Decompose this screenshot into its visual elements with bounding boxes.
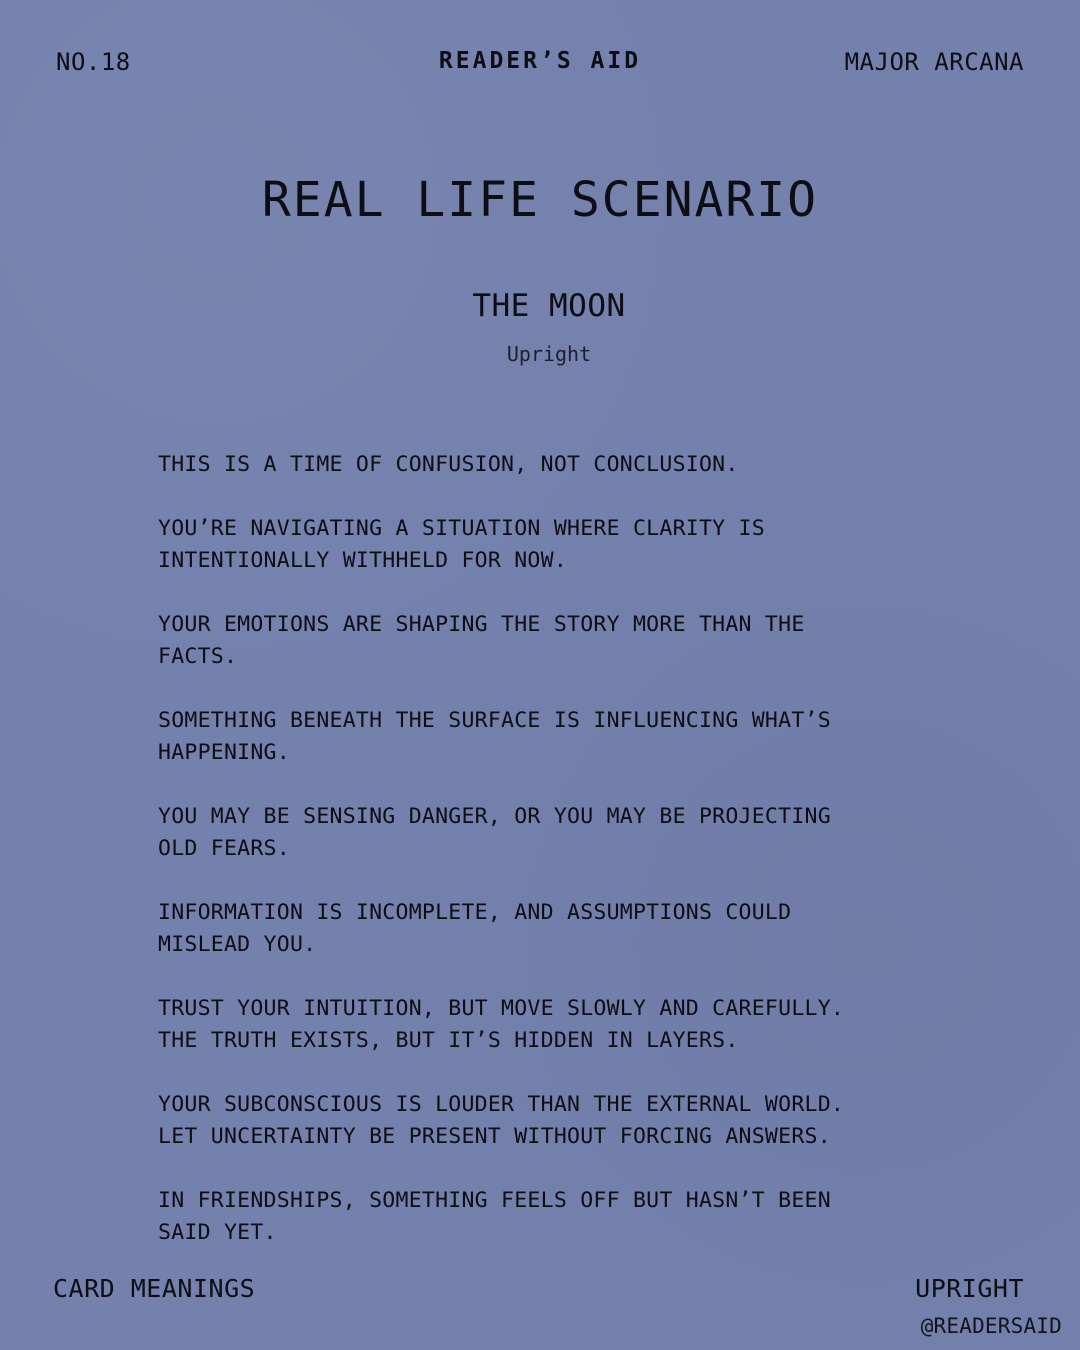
- scenario-line: TRUST YOUR INTUITION, BUT MOVE SLOWLY AND CAREFULLY.: [158, 996, 845, 1021]
- scenario-line: YOUR SUBCONSCIOUS IS LOUDER THAN THE EXTERNAL WORLD.: [158, 1092, 845, 1117]
- scenario-paragraph: [158, 1185, 938, 1249]
- scenario-line: SOMETHING BENEATH THE SURFACE IS INFLUENCING WHAT’S: [158, 708, 831, 733]
- scenario-line: THE TRUTH EXISTS, BUT IT’S HIDDEN IN LAYERS.: [158, 1028, 739, 1053]
- card-name: THE MOON: [472, 288, 626, 324]
- page-title: REAL LIFE SCENARIO: [261, 172, 819, 229]
- scenario-line: YOUR EMOTIONS ARE SHAPING THE STORY MORE THAN THE: [158, 612, 805, 637]
- scenario-line: LET UNCERTAINTY BE PRESENT WITHOUT FORCING ANSWERS.: [158, 1124, 831, 1149]
- scenario-paragraph: [158, 609, 938, 673]
- scenario-paragraph: [158, 705, 938, 769]
- scenario-paragraph: [158, 801, 938, 865]
- scenario-paragraph: [158, 1089, 938, 1153]
- arcana-category: MAJOR ARCANA: [844, 48, 1024, 76]
- scenario-paragraph: [158, 897, 938, 961]
- scenario-line: FACTS.: [158, 644, 238, 669]
- scenario-line: YOU’RE NAVIGATING A SITUATION WHERE CLARITY IS: [158, 516, 765, 541]
- scenario-line: HAPPENING.: [158, 740, 290, 765]
- social-handle: @READERSAID: [920, 1314, 1062, 1338]
- scenario-line: OLD FEARS.: [158, 836, 290, 861]
- scenario-line: MISLEAD YOU.: [158, 932, 317, 957]
- scenario-paragraph: [158, 513, 938, 577]
- scenario-line: IN FRIENDSHIPS, SOMETHING FEELS OFF BUT HASN’T BEEN: [158, 1188, 831, 1213]
- scenario-line: INTENTIONALLY WITHHELD FOR NOW.: [158, 548, 568, 573]
- scenario-line: YOU MAY BE SENSING DANGER, OR YOU MAY BE PROJECTING: [158, 804, 831, 829]
- scenario-text: [158, 449, 938, 1281]
- scenario-line: THIS IS A TIME OF CONFUSION, NOT CONCLUSION.: [158, 452, 739, 477]
- card-orientation: Upright: [506, 342, 592, 366]
- scenario-line: INFORMATION IS INCOMPLETE, AND ASSUMPTIONS COULD: [158, 900, 792, 925]
- scenario-paragraph: [158, 449, 938, 481]
- card-number: NO.18: [56, 48, 131, 76]
- footer-orientation: UPRIGHT: [915, 1274, 1024, 1303]
- scenario-line: SAID YET.: [158, 1220, 277, 1245]
- brand-title: READER’S AID: [438, 48, 642, 74]
- scenario-paragraph: [158, 993, 938, 1057]
- footer-card-meanings: CARD MEANINGS: [53, 1274, 256, 1303]
